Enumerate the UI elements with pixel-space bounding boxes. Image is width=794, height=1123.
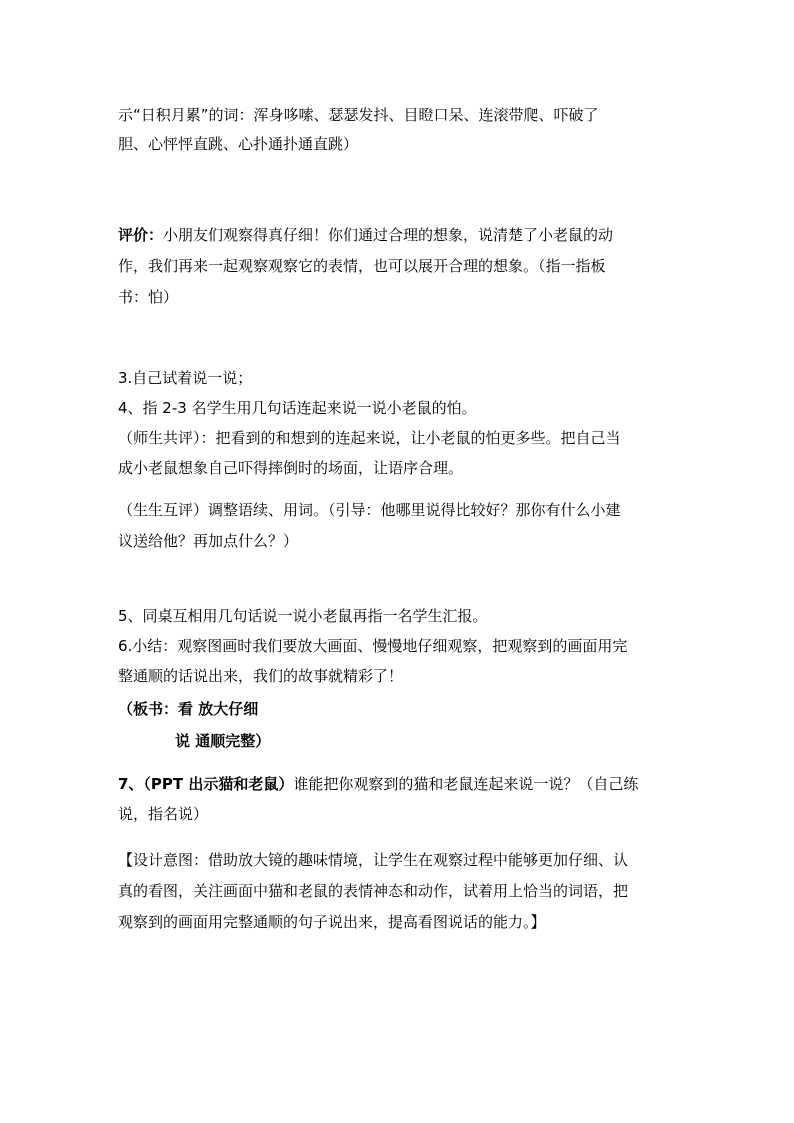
design-intent-line: 观察到的画面用完整通顺的句子说出来，提高看图说话的能力。】 <box>118 913 546 931</box>
text-line: 成小老鼠想象自己吓得摔倒时的场面，让语序合理。 <box>118 459 464 477</box>
board-note-line: （板书：看 放大仔细 <box>118 700 259 718</box>
text-line: 整通顺的话说出来，我们的故事就精彩了！ <box>118 667 404 685</box>
evaluation-label: 评价： <box>118 226 164 244</box>
item7-line <box>118 774 638 794</box>
text-span: 小朋友们观察得真仔细！你们通过合理的想象，说清楚了小老鼠的动 <box>163 226 614 244</box>
text-line: 胆、心怦怦直跳、心扑通扑通直跳） <box>118 135 359 153</box>
text-line: （生生互评）调整语续、用词。（引导：他哪里说得比较好？那你有什么小建 <box>118 501 621 519</box>
text-line: 3.自己试着说一说； <box>118 369 253 387</box>
design-intent-line: 【设计意图：借助放大镜的趣味情境，让学生在观察过程中能够更加仔细、认 <box>118 851 629 869</box>
text-line: 4、指 2-3 名学生用几句话连起来说一说小老鼠的怕。 <box>118 399 477 417</box>
evaluation-paragraph-line <box>118 225 613 245</box>
text-line: 说，指名说） <box>118 805 209 823</box>
text-line: （师生共评）：把看到的和想到的连起来说，让小老鼠的怕更多些。把自己当 <box>118 429 621 447</box>
text-line: 作，我们再来一起观察观察它的表情，也可以展开合理的想象。（指一指板 <box>118 257 606 275</box>
item7-label: 7、（PPT 出示猫和老鼠） <box>118 775 294 793</box>
text-span: 谁能把你观察到的猫和老鼠连起来说一说？（自己练 <box>293 775 639 793</box>
text-line: 书：怕） <box>118 288 179 306</box>
text-line: 6.小结：观察图画时我们要放大画面、慢慢地仔细观察，把观察到的画面用完 <box>118 637 628 655</box>
text-line: 议送给他？再加点什么？） <box>118 532 299 550</box>
design-intent-line: 真的看图，关注画面中猫和老鼠的表情神态和动作，试着用上恰当的词语，把 <box>118 882 629 900</box>
text-line: 5、同桌互相用几句话说一说小老鼠再指一名学生汇报。 <box>118 607 488 625</box>
board-note-line: 说 通顺完整） <box>175 732 271 750</box>
text-line: 示“日积月累”的词：浑身哆嗦、瑟瑟发抖、目瞪口呆、连滚带爬、吓破了 <box>118 106 599 124</box>
